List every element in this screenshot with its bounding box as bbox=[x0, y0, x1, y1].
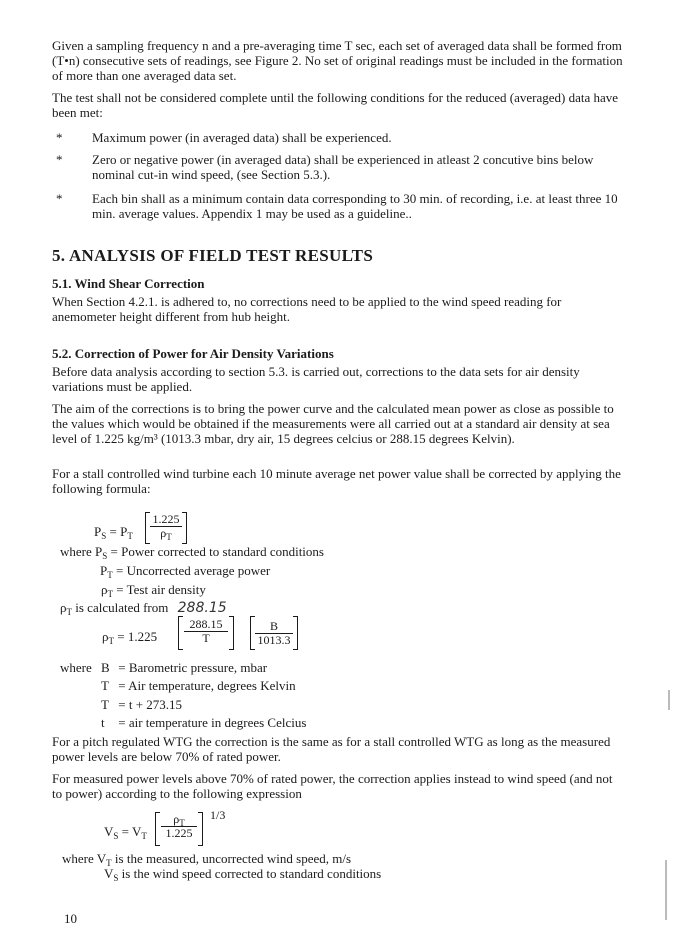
list-item bbox=[52, 191, 624, 221]
right-bracket bbox=[229, 616, 234, 650]
right-bracket bbox=[182, 512, 187, 544]
definition-line: $\rho_T$ = Test air density bbox=[101, 582, 206, 599]
definition-line: where B = Barometric pressure, mbar bbox=[60, 660, 268, 675]
scan-artifact bbox=[665, 860, 667, 920]
subsection-heading-5-1: 5.1. Wind Shear Correction bbox=[52, 276, 205, 291]
section-heading: 5. ANALYSIS OF FIELD TEST RESULTS bbox=[52, 246, 374, 265]
paragraph-5-2-c: For a stall controlled wind turbine each 10 minute average net power value shall be corrected by applying the following formula: bbox=[52, 466, 621, 496]
bullet-marker: * bbox=[56, 152, 63, 167]
paragraph-5-2-b: The aim of the corrections is to bring the power curve and the calculated mean power as close as possible to the values which would be obtained if the measurements were all carried out at a standard air density at sea level of 1.225 kg/m³ (1013.3 mbar, dry air, 15 degrees celcius or 288.15 degrees Kelvin). bbox=[52, 401, 614, 446]
fraction: $\frac{288.15}{T}$ bbox=[184, 618, 228, 645]
subsection-heading-5-2: 5.2. Correction of Power for Air Density Variations bbox=[52, 346, 334, 361]
fraction: $\frac{B}{1013.3}$ bbox=[255, 620, 293, 647]
bullet-text: Zero or negative power (in averaged data) shall be experienced in atleast 2 concutive bins below nominal cut-in wind speed, (see Section 5.3.). bbox=[92, 152, 594, 182]
pitch-paragraph-1: For a pitch regulated WTG the correction is the same as for a stall controlled WTG as long as the measured power levels are below 70% of rated power. bbox=[52, 734, 611, 764]
exponent: 1/3 bbox=[210, 808, 226, 822]
list-item bbox=[52, 152, 624, 182]
definition-line: T = t + 273.15 bbox=[101, 697, 183, 712]
fraction: $\frac{\rho_T}{1.225}$ bbox=[161, 813, 197, 840]
scan-artifact bbox=[668, 690, 670, 710]
calculation-line: $\rho_T$ is calculated from 288.15 bbox=[60, 600, 227, 617]
intro-paragraph-1: Given a sampling frequency n and a pre-averaging time T sec, each set of averaged data shall be formed from (T•n) consecutive sets of readings, see Figure 2. No set of original readings must be included in the formation of more than one averaged data set. bbox=[52, 38, 623, 83]
definition-line: $V_S$ is the wind speed corrected to standard conditions bbox=[104, 866, 382, 883]
pitch-paragraph-2: For measured power levels above 70% of rated power, the correction applies instead to wind speed (and not to power) according to the following expression bbox=[52, 771, 613, 801]
definition-line: T = Air temperature, degrees Kelvin bbox=[101, 678, 296, 693]
document-page: Given a sampling frequency n and a pre-averaging time T sec, each set of averaged data shall be formed from (T•n) consecutive sets of readings, see Figure 2. No set of original readings must be included in the formation of more than one averaged data set. The test shall not be considered complete until the following conditions for the reduced (averaged) data have been met: * Maximum power (in averaged data) shall be experienced. * Zero or negative power (in averaged data) shall be experienced in atleast 2 concutive bins below nominal cut-in wind speed, (see Section 5.3.). * Each bin shall as a minimum contain data corresponding to 30 min. of recording, i.e. at least three 10 min. average values. Appendix 1 may be used as a guideline.. 5. ANALYSIS OF FIELD TEST RESULTS 5.1. Wind Shear Correction When Section 4.2.1. is adhered to, no corrections need to be applied to the wind speed reading for anemometer height different from hub height. 5.2. Correction of Power for Air Density Variations Before data analysis according to section 5.3. is carried out, corrections to the data sets for air density variations must be applied. The aim of the corrections is to bring the power curve and the calculated mean power as close as possible to the values which would be obtained if the measurements were all carried out at a standard air density at sea level of 1.225 kg/m³ (1013.3 mbar, dry air, 15 degrees celcius or 288.15 degrees Kelvin). For a stall controlled wind turbine each 10 minute average net power value shall be corrected by applying the following formula: $P_S = P_T$ $\frac{1.225}{\rho_T}$ where $P_S$ = Power corrected to standard conditions $P_T$ = Uncorrected average power $\rho_T$ = Test air density $\rho_T$ is calculated from 288.15 $\rho_T = 1.225$ $\frac{288.15}{T}$ $\frac{B}{1013.3}$ where B = Barometric pressure, mbar T = Air temperature, degrees Kelvin T = t + 273.15 t = air temperature in degrees Celcius For a pitch regulated WTG the correction is the same as for a stall controlled WTG as long as the measured power levels are below 70% of rated power. For measured power levels above 70% of rated power, the correction applies instead to wind speed (and not to power) according to the following expression $V_S = V_T$ $\frac{\rho_T}{1.225}$ 1/3 where $V_T$ is the measured, uncorrected wind speed, m/s $V_S$ is the wind speed corrected to standard conditions 10 bbox=[0, 0, 676, 927]
right-bracket bbox=[198, 812, 203, 846]
definition-line: $P_T$ = Uncorrected average power bbox=[100, 563, 271, 580]
handwritten-note: 288.15 bbox=[177, 600, 227, 616]
left-bracket bbox=[178, 616, 183, 650]
list-item bbox=[52, 130, 624, 145]
formula-lhs: P bbox=[94, 524, 102, 539]
bullet-marker: * bbox=[56, 130, 63, 145]
bullet-text: Maximum power (in averaged data) shall be experienced. bbox=[92, 130, 392, 145]
page-number: 10 bbox=[64, 911, 77, 926]
intro-paragraph-2: The test shall not be considered complete until the following conditions for the reduced (averaged) data have been met: bbox=[52, 90, 619, 120]
bullet-text: Each bin shall as a minimum contain data corresponding to 30 min. of recording, i.e. at least three 10 min. average values. Appendix 1 may be used as a guideline.. bbox=[92, 191, 618, 221]
definition-line: t = air temperature in degrees Celcius bbox=[101, 715, 307, 730]
right-bracket bbox=[293, 616, 298, 650]
paragraph-5-2-a: Before data analysis according to section 5.3. is carried out, corrections to the data sets for air density variations must be applied. bbox=[52, 364, 580, 394]
fraction: $\frac{1.225}{\rho_T}$ bbox=[150, 513, 182, 540]
formula-eq: = P bbox=[109, 524, 128, 539]
definition-line: where $V_T$ is the measured, uncorrected wind speed, m/s bbox=[62, 851, 352, 868]
paragraph-5-1: When Section 4.2.1. is adhered to, no corrections need to be applied to the wind speed reading for anemometer height different from hub height. bbox=[52, 294, 562, 324]
bullet-marker: * bbox=[56, 191, 63, 206]
definition-line: where $P_S$ = Power corrected to standard conditions bbox=[60, 544, 324, 561]
left-bracket bbox=[155, 812, 160, 846]
